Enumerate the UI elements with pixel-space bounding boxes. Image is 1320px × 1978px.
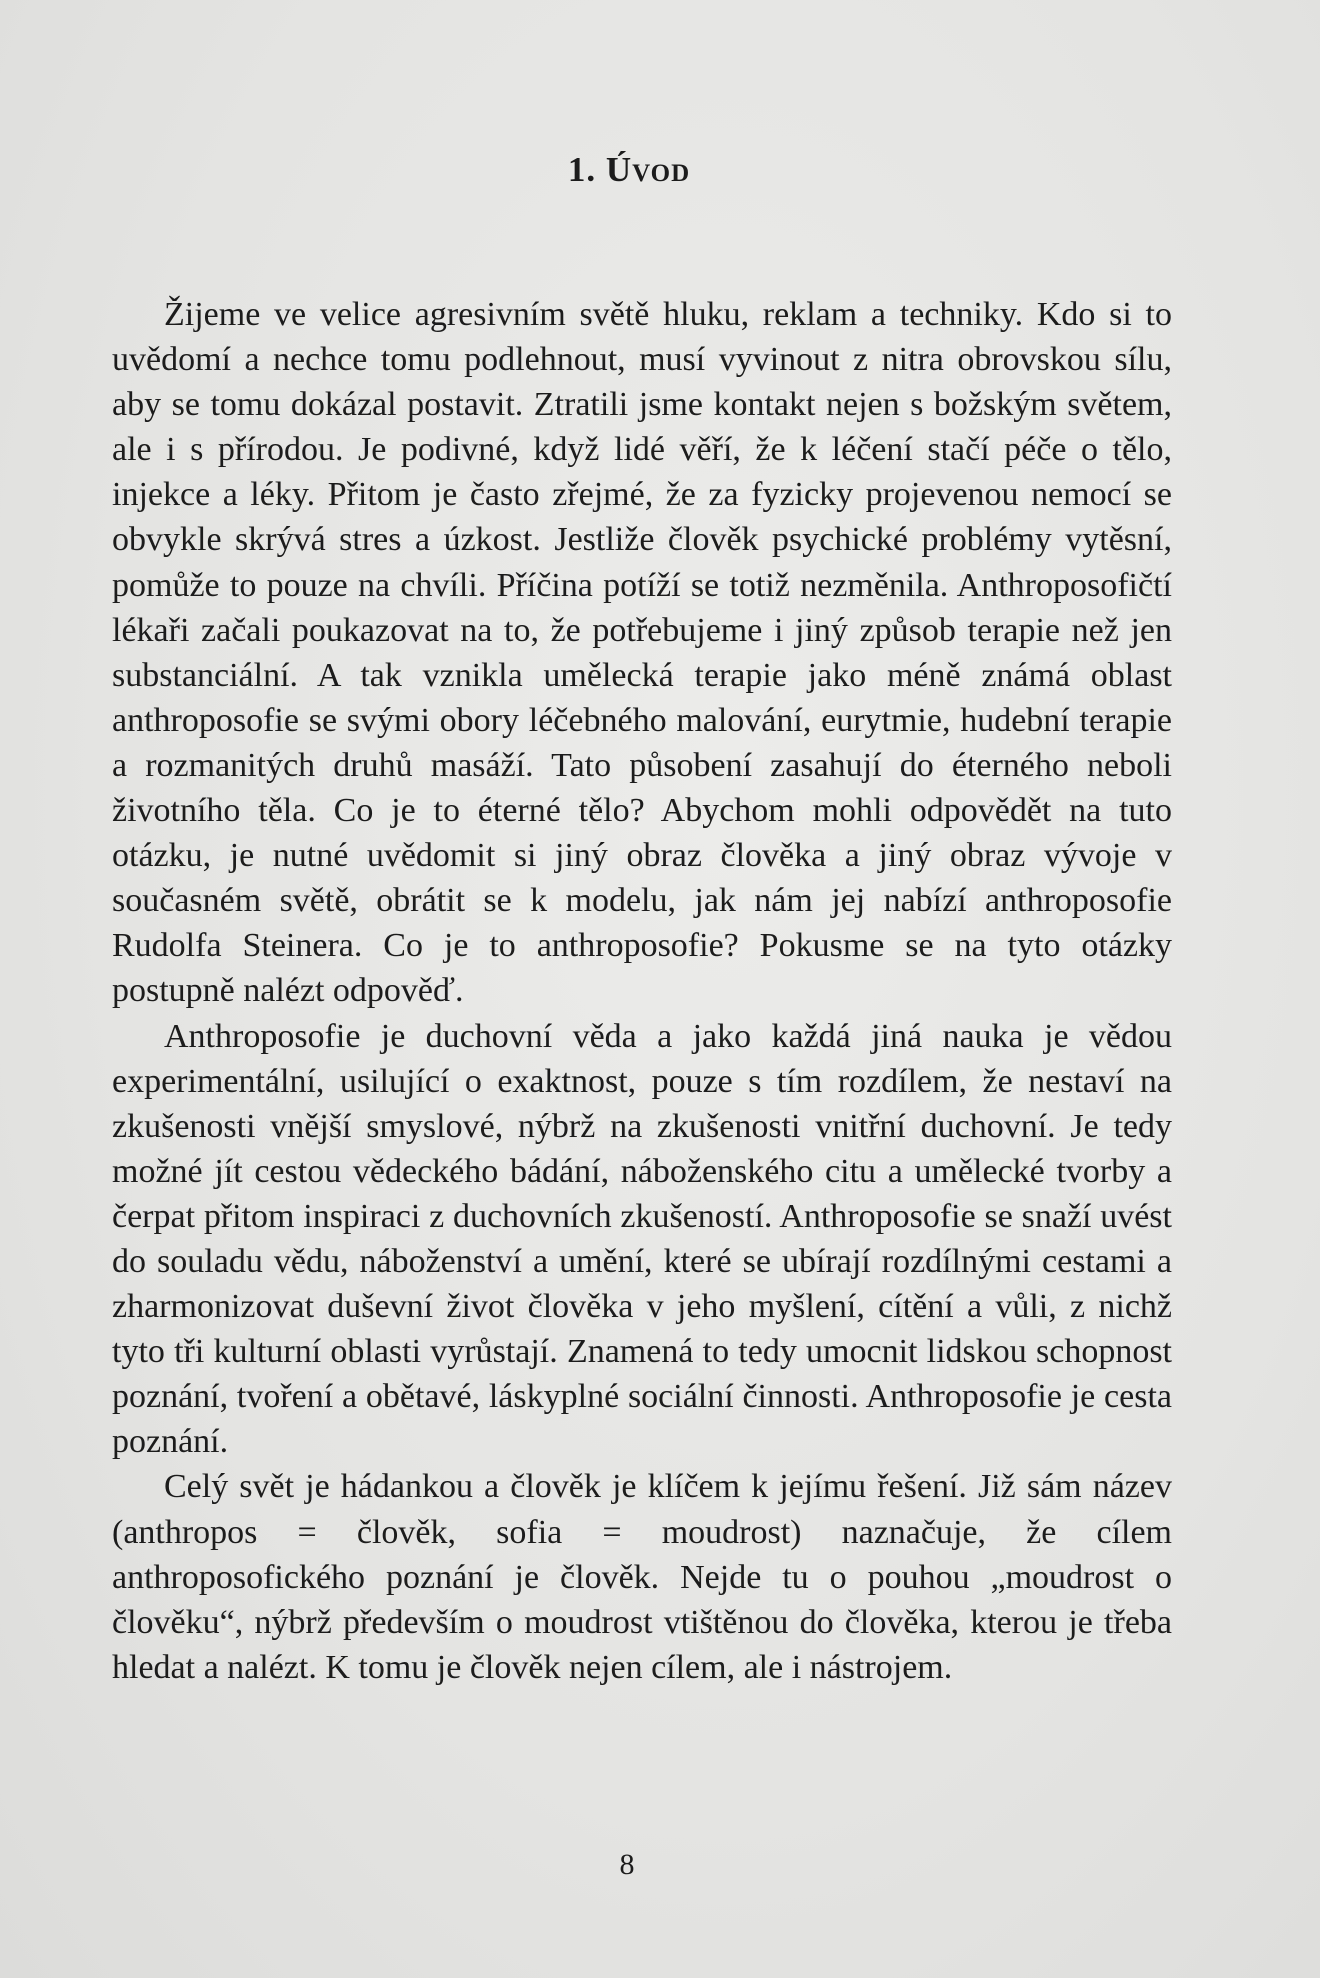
chapter-title: Úvod: [605, 150, 691, 189]
chapter-heading: [0, 150, 1258, 190]
page-number: 8: [619, 1848, 635, 1881]
paragraph-2: Anthroposofie je duchovní věda a jako každá jiná nauka je vědou experimentální, usilující o exaktnost, pouze s tím rozdílem, že nestaví na zkušenosti vnější smyslové, nýbrž na zkušenosti vnitřní duchovní. Je tedy možné jít cestou vědeckého bádání, náboženského citu a umělecké tvorby a čerpat přitom inspiraci z duchovních zkušeností. Anthroposofie se snaží uvést do souladu vědu, náboženství a umění, které se ubírají rozdílnými cestami a zharmonizovat duševní život člověka v jeho myšlení, cítění a vůli, z nichž tyto tři kulturní oblasti vyrůstají. Znamená to tedy umocnit lidskou schopnost poznání, tvoření a obětavé, láskyplné sociální činnosti. Anthroposofie je cesta poznání.: [112, 1017, 1172, 1461]
paragraph-3: Celý svět je hádankou a člověk je klíčem k jejímu řešení. Již sám název (anthropos = člověk, sofia = moudrost) naznačuje, že cílem anthroposofického poznání je člověk. Nejde tu o pouhou „moudrost o člověku“, nýbrž především o moudrost vtištěnou do člověka, kterou je třeba hledat a nalézt. K tomu je člověk nejen cílem, ale i nástrojem.: [112, 1468, 1172, 1686]
body-text: [112, 292, 1172, 1690]
paragraph-1: Žijeme ve velice agresivním světě hluku, reklam a techniky. Kdo si to uvědomí a nechce tomu podlehnout, musí vyvinout z nitra obrovskou sílu, aby se tomu dokázal postavit. Ztratili jsme kontakt nejen s božským světem, ale i s přírodou. Je podivné, když lidé věří, že k léčení stačí péče o tělo, injekce a léky. Přitom je často zřejmé, že za fyzicky projevenou nemocí se obvykle skrývá stres a úzkost. Jestliže člověk psychické problémy vytěsní, pomůže to pouze na chvíli. Příčina potíží se totiž nezměnila. Anthroposofičtí lékaři začali poukazovat na to, že potřebujeme i jiný způsob terapie než jen substanciální. A tak vznikla umělecká terapie jako méně známá oblast anthroposofie se svými obory léčebného malování, eurytmie, hudební terapie a rozmanitých druhů masáží. Tato působení zasahují do éterného neboli životního těla. Co je to éterné tělo? Abychom mohli odpovědět na tuto otázku, je nutné uvědomit si jiný obraz člověka a jiný obraz vývoje v současném světě, obrátit se k modelu, jak nám jej nabízí anthroposofie Rudolfa Steinera. Co je to anthroposofie? Pokusme se na tyto otázky postupně nalézt odpověď.: [112, 296, 1172, 1010]
chapter-number: 1.: [567, 150, 606, 189]
